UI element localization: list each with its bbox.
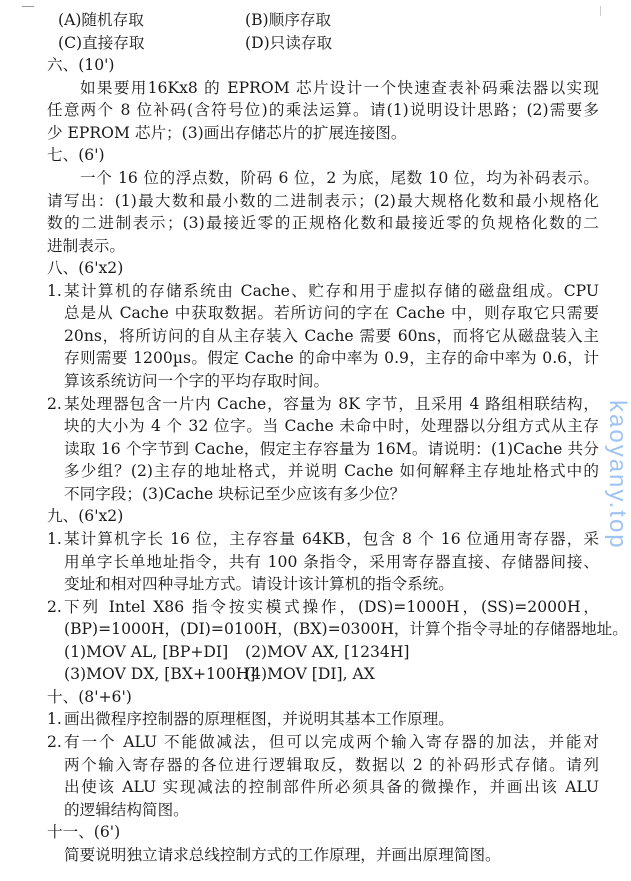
item-line (47, 528, 599, 551)
choice-row (47, 9, 599, 32)
item-text: 画出微程序控制器的原理框图，并说明其基本工作原理。 (64, 710, 454, 729)
question-paragraph (47, 167, 599, 257)
instruction-row (47, 663, 599, 686)
text-line: 算该系统访问一个字的平均存取时间。 (64, 372, 330, 390)
item-text: 下列 Intel X86 指令按实模式操作，(DS)=1000H，(SS)=2000H， (64, 597, 599, 616)
item-number: 2. (47, 394, 62, 413)
section-heading: 八、(6'x2) (47, 259, 124, 278)
choice-option: (D)只读存取 (245, 33, 333, 52)
question-section (47, 144, 599, 257)
question-section (47, 54, 599, 144)
text-line: 总是从 Cache 中获取数据。若所访问的字在 Cache 中，则存取它只需要 (64, 304, 599, 323)
instruction: (4)MOV [DI], AX (245, 665, 375, 684)
text-line: 20ns，将所访问的自从主存装入 Cache 需要 60ns，而将它从磁盘装入主 (64, 326, 599, 345)
text-line: (BP)=1000H，(DI)=0100H，(BX)=0300H，计算个指令寻址的存储器地址。 (64, 620, 628, 639)
text-line: 数的二进制表示；(3)最接近零的正规格化数和最接近零的负规格化数的二 (47, 214, 599, 233)
item-number: 1. (47, 529, 62, 548)
question-paragraph (47, 77, 599, 145)
text-line: 的逻辑结构简图。 (64, 800, 189, 819)
item-line (47, 393, 599, 416)
item-number: 1. (47, 281, 62, 300)
item-number: 2. (47, 733, 62, 751)
text-line: 任意两个 8 位补码(含符号位)的乘法运算。请(1)说明设计思路；(2)需要多 (47, 101, 599, 120)
instruction: (1)MOV AL, [BP+DI] (64, 642, 229, 661)
item-number: 1. (47, 710, 62, 729)
text-line: 请写出：(1)最大数和最小数的二进制表示；(2)最大规格化数和最小规格化 (47, 191, 599, 210)
section-heading: 六、(10') (47, 56, 115, 75)
section-heading: 七、(6') (47, 146, 105, 165)
item-text: 某处理器包含一片内 Cache，容量为 8K 字节，且采用 4 路组相联结构， (64, 394, 599, 413)
section-heading: 十一、(6') (47, 823, 121, 842)
text-line: 不同字段；(3)Cache 块标记至少应该有多少位？ (64, 484, 406, 503)
item-line (47, 596, 599, 619)
question-item (47, 393, 599, 506)
item-number: 2. (47, 597, 62, 616)
choice-option: (B)顺序存取 (245, 11, 332, 29)
text-line: 进制表示。 (47, 236, 125, 255)
question-item (47, 731, 599, 821)
item-line (47, 731, 599, 754)
question-section (47, 821, 599, 866)
text-line: 两个输入寄存器的各位进行逻辑取反，数据以 2 的补码形式存储。请列 (64, 755, 599, 774)
question-item (47, 528, 599, 596)
instruction-row (47, 641, 599, 664)
section-heading: 十、(8'+6') (47, 687, 132, 706)
question-paragraph (47, 844, 599, 867)
text-line: 如果要用16Kx8 的 EPROM 芯片设计一个快速查表补码乘法器以实现 (80, 78, 599, 97)
question-section (47, 686, 599, 821)
text-line: 块的大小为 4 个 32 位字。当 Cache 未命中时，处理器以分组方式从主存 (64, 417, 599, 436)
item-line (47, 280, 599, 303)
question-section (47, 505, 628, 686)
choice-option: (A)随机存取 (58, 11, 144, 29)
text-line: 一个 16 位的浮点数，阶码 6 位，2 为底，尾数 10 位，均为补码表示。 (80, 168, 599, 187)
question-item (47, 280, 599, 393)
question-item (47, 708, 599, 731)
instruction: (2)MOV AX, [1234H] (245, 642, 410, 661)
instruction: (3)MOV DX, [BX+100H] (64, 665, 256, 684)
item-text: 某计算机字长 16 位，主存容量 64KB，包含 8 个 16 位通用寄存器，采 (64, 529, 599, 548)
text-line: 多少组？(2)主存的地址格式，并说明 Cache 如何解释主存地址格式中的 (64, 462, 599, 481)
text-line: 存则需要 1200µs。假定 Cache 的命中率为 0.9，主存的命中率为 0.6，计 (64, 349, 599, 368)
item-line (47, 708, 599, 731)
text-line: 用单字长单地址指令，共有 100 条指令，采用寄存器直接、存储器间接、 (64, 552, 599, 571)
text-line: 少 EPROM 芯片；(3)画出存储芯片的扩展连接图。 (47, 123, 407, 142)
page-corner-mark (22, 6, 34, 7)
section-heading: 九、(6'x2) (47, 507, 124, 526)
question-section (47, 257, 599, 505)
text-line: 简要说明独立请求总线控制方式的工作原理，并画出原理简图。 (64, 845, 501, 864)
text-line: 变址和相对四种寻址方式。请设计该计算机的指令系统。 (64, 575, 454, 594)
item-text: 某计算机的存储系统由 Cache、贮存和用于虚拟存储的磁盘组成。CPU (64, 281, 599, 300)
text-line: 读取 16 个字节到 Cache，假定主存容量为 16M。请说明：(1)Cache 共分 (64, 439, 599, 458)
choice-row (47, 32, 599, 55)
item-text: 有一个 ALU 不能做减法，但可以完成两个输入寄存器的加法，并能对 (64, 733, 599, 751)
question-item (47, 596, 628, 686)
choice-option: (C)直接存取 (58, 33, 145, 52)
watermark: kaoyany.top (604, 400, 631, 550)
text-line: 出使该 ALU 实现减法的控制部件所必须具备的微操作，并画出该 ALU (64, 778, 599, 797)
page-edge-mark (600, 6, 601, 16)
